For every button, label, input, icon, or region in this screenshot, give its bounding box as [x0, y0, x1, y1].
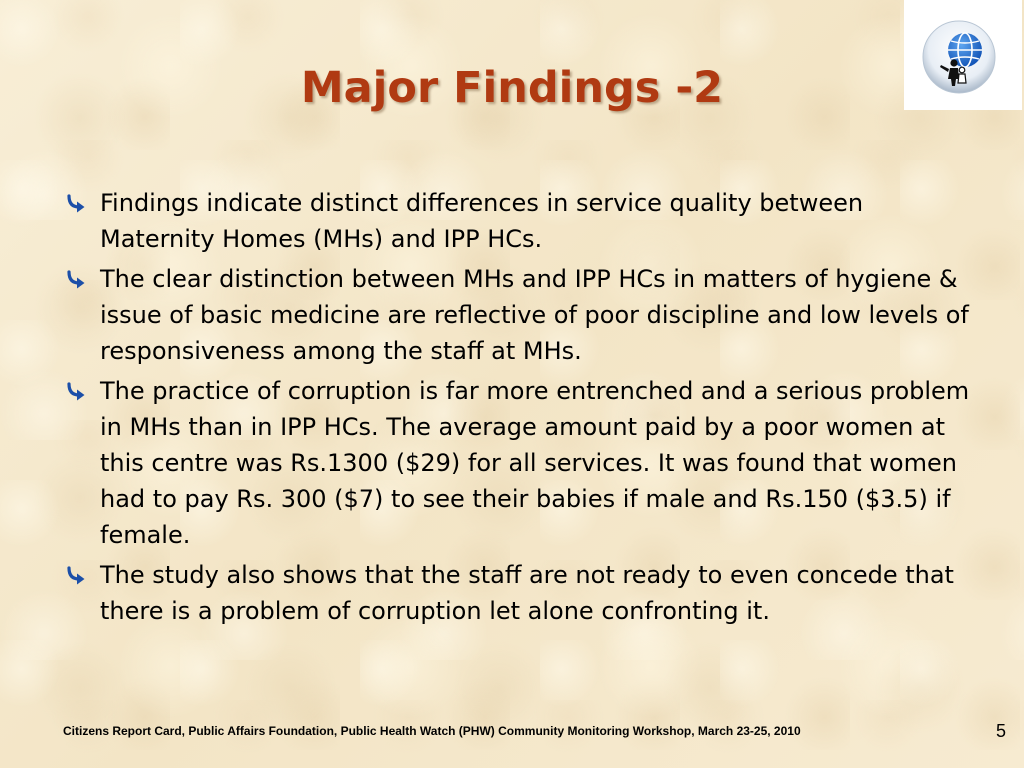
findings-list	[66, 185, 978, 633]
slide-title: Major Findings -2	[300, 63, 724, 113]
bullet-text: Findings indicate distinct differences in service quality between Maternity Homes (MHs) and IPP HCs.	[100, 189, 864, 253]
bullet-text: The practice of corruption is far more entrenched and a serious problem in MHs than in IPP HCs. The average amount paid by a poor women at this centre was Rs.1300 ($29) for all services. It was found that women had to pay Rs. 300 ($7) to see their babies if male and Rs.150 ($3.5) if female.	[100, 377, 970, 549]
curved-arrow-right-icon	[66, 268, 88, 290]
slide-number: 5	[996, 721, 1007, 741]
list-item	[66, 261, 978, 369]
bullet-text: The clear distinction between MHs and IPP HCs in matters of hygiene & issue of basic medicine are reflective of poor discipline and low levels of responsiveness among the staff at MHs.	[100, 265, 969, 365]
list-item	[66, 557, 978, 629]
list-item	[66, 373, 978, 553]
curved-arrow-right-icon	[66, 380, 88, 402]
slide-footer: Citizens Report Card, Public Affairs Foundation, Public Health Watch (PHW) Community Monitoring Workshop, March 23-25, 2010	[63, 724, 801, 738]
list-item	[66, 185, 978, 257]
logo-container	[904, 0, 1022, 110]
bullet-text: The study also shows that the staff are not ready to even concede that there is a problem of corruption let alone confronting it.	[100, 561, 954, 625]
curved-arrow-right-icon	[66, 564, 88, 586]
globe-people-logo	[921, 19, 997, 95]
curved-arrow-right-icon	[66, 192, 88, 214]
